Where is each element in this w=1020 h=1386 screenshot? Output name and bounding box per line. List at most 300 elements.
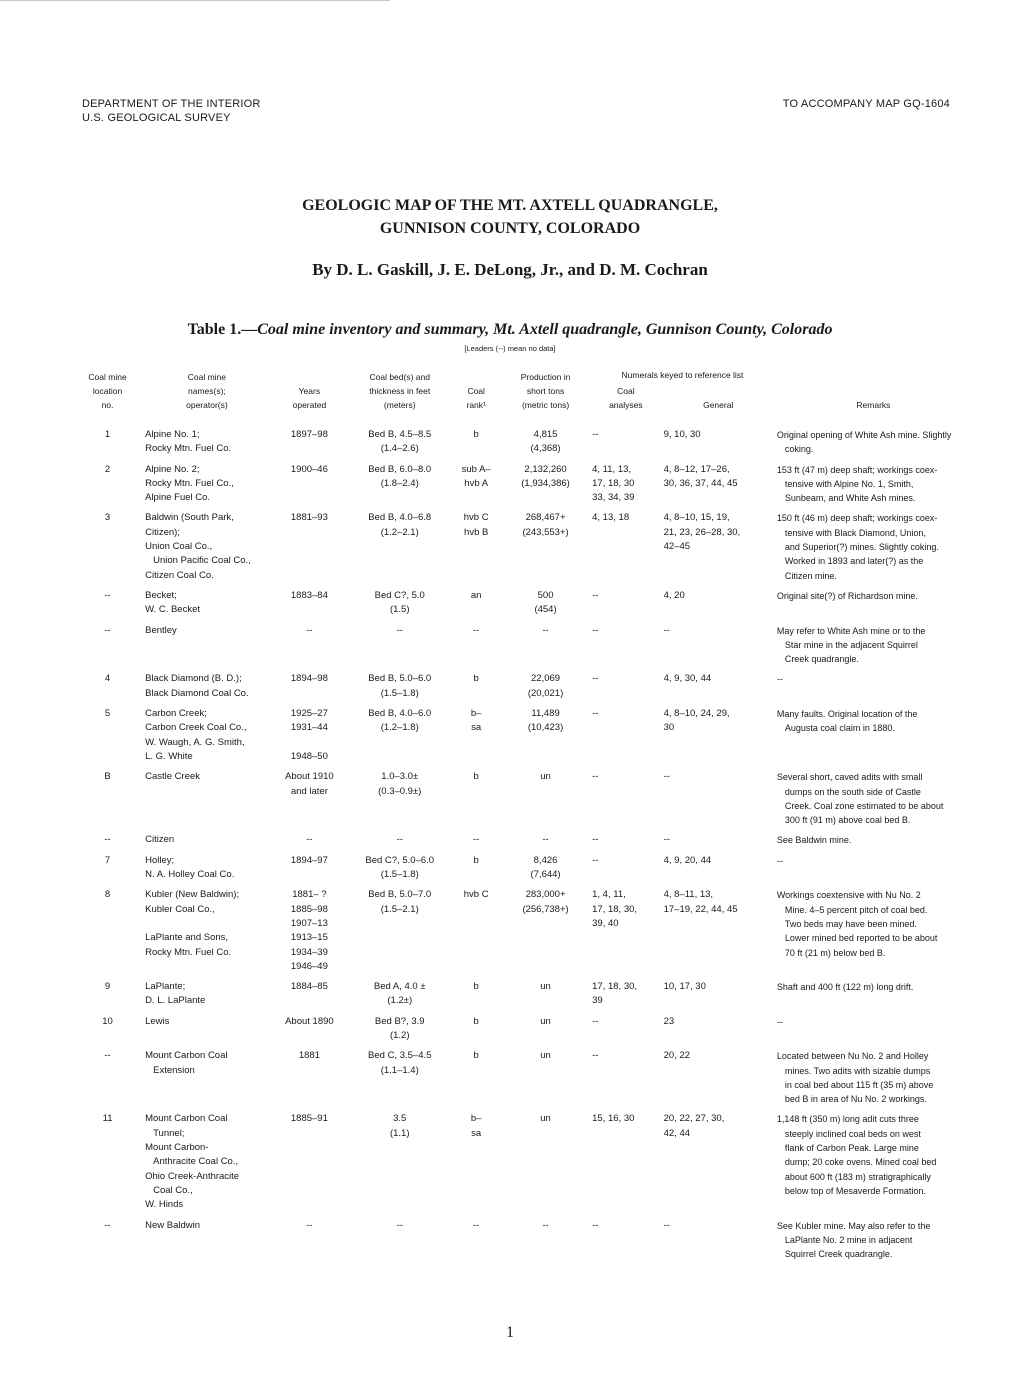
coal-rank-cell <box>451 1219 501 1268</box>
years-cell <box>271 1049 348 1112</box>
remarks-cell <box>775 1112 972 1218</box>
coal-bed-cell <box>348 1219 451 1268</box>
cell-line: 4,815 <box>533 429 558 440</box>
cell-line: N. A. Holley Coal Co. <box>145 869 235 881</box>
cell-line: 39, 40 <box>592 917 619 929</box>
years-cell <box>271 463 348 512</box>
cell-line: (1.8–2.4) <box>380 477 419 489</box>
table-row <box>72 1219 972 1268</box>
cell-line: Rocky Mtn. Fuel Co. <box>145 443 232 455</box>
col-header-general <box>662 384 775 428</box>
years-cell <box>271 980 348 1015</box>
mine-name-cell <box>143 1219 271 1268</box>
general-refs-cell <box>662 511 775 588</box>
mine-location-cell <box>72 833 143 853</box>
general-refs-cell <box>662 707 775 770</box>
mine-name-cell <box>143 854 271 889</box>
cell-line: -- <box>776 855 783 866</box>
table-row <box>72 511 972 588</box>
cell-line: b <box>473 673 479 685</box>
coal-rank-cell <box>451 428 501 463</box>
table-row <box>72 672 972 707</box>
mine-name-cell <box>143 1015 271 1050</box>
cell-line: -- <box>663 834 670 846</box>
general-refs-cell <box>662 888 775 980</box>
cell-line: Holley; <box>145 854 175 866</box>
coal-rank-cell <box>451 1049 501 1112</box>
table-row <box>72 624 972 673</box>
years-cell <box>271 672 348 707</box>
production-cell <box>501 770 590 833</box>
cell-line: (1.2–1.8) <box>380 722 419 734</box>
cell-line: an <box>470 589 482 601</box>
table-header <box>72 368 972 428</box>
mine-name-cell <box>143 672 271 707</box>
general-refs-cell <box>662 1112 775 1218</box>
cell-line: sa <box>471 1127 482 1139</box>
col-header-line: location <box>92 386 123 396</box>
cell-line: 30, 36, 37, 44, 45 <box>663 477 738 489</box>
table-caption <box>0 321 1020 339</box>
cell-line: -- <box>473 834 480 846</box>
cell-line: -- <box>542 834 549 846</box>
col-header-line: no. <box>101 400 114 410</box>
cell-line: (1.2–2.1) <box>380 526 419 538</box>
remarks-cell <box>775 854 972 889</box>
cell-line: 17, 18, 30, <box>592 903 638 915</box>
table-row <box>72 428 972 463</box>
table-row <box>72 1112 972 1218</box>
cell-line: Tunnel; <box>153 1127 185 1139</box>
production-cell <box>501 1112 590 1218</box>
cell-line: Citizen mine. <box>784 570 837 581</box>
cell-line: Kubler Coal Co., <box>145 903 215 915</box>
remarks-cell <box>775 589 972 624</box>
cell-line: Castle Creek <box>145 771 201 783</box>
cell-line: Coal Co., <box>153 1184 193 1196</box>
analyses-cell <box>590 980 661 1015</box>
remarks-cell <box>775 980 972 1015</box>
cell-line: un <box>540 1015 551 1027</box>
cell-line: un <box>540 771 551 783</box>
cell-line: 4, 11, 13, <box>592 463 632 475</box>
coal-rank-cell <box>451 463 501 512</box>
cell-line: -- <box>592 834 599 846</box>
cell-line: See Kubler mine. May also refer to the <box>776 1220 931 1231</box>
cell-line: 4, 8–10, 15, 19, <box>663 512 730 524</box>
cell-line: Bed B, 5.0–6.0 <box>368 673 432 685</box>
cell-line: -- <box>104 834 111 846</box>
cell-line: Star mine in the adjacent Squirrel <box>784 639 918 650</box>
coal-bed-cell <box>348 980 451 1015</box>
cell-line: -- <box>306 624 313 636</box>
production-cell <box>501 589 590 624</box>
cell-line: Mine. 4–5 percent pitch of coal bed. <box>784 904 928 915</box>
general-refs-cell <box>662 624 775 673</box>
coal-mine-table <box>72 368 972 1267</box>
cell-line: 2,132,260 <box>524 463 567 475</box>
cell-line: Citizen); <box>145 526 180 538</box>
cell-line: 7 <box>104 854 111 866</box>
cell-line: un <box>540 1050 551 1062</box>
cell-line: Bed A, 4.0 ± <box>373 981 426 993</box>
cell-line: b– <box>470 1113 482 1125</box>
cell-line: Ohio Creek-Anthracite <box>145 1170 240 1182</box>
mine-location-cell <box>72 589 143 624</box>
production-cell <box>501 463 590 512</box>
cell-line: Carbon Creek; <box>145 708 207 720</box>
cell-line: Workings coextensive with Nu No. 2 <box>776 890 921 901</box>
cell-line: Mount Carbon Coal <box>145 1113 228 1125</box>
cell-line: -- <box>776 674 783 685</box>
col-header-line: rank¹ <box>466 400 486 410</box>
cell-line: 8,426 <box>533 854 558 866</box>
cell-line: Union Coal Co., <box>145 541 213 553</box>
coal-bed-cell <box>348 770 451 833</box>
mine-name-cell <box>143 980 271 1015</box>
cell-line: 4, 8–11, 13, <box>663 889 714 901</box>
cell-line: 1894–98 <box>290 673 328 685</box>
cell-line: (1.5–1.8) <box>380 687 419 699</box>
table-caption-text: Coal mine inventory and summary, Mt. Axtell quadrangle, Gunnison County, Colorado <box>257 321 833 338</box>
col-header-line: Coal mine <box>187 372 227 382</box>
remarks-cell <box>775 428 972 463</box>
cell-line: -- <box>396 624 403 636</box>
cell-line: (1.1) <box>389 1127 410 1139</box>
cell-line: Bed C, 3.5–4.5 <box>368 1050 432 1062</box>
cell-line: (1.2) <box>389 1029 410 1041</box>
cell-line: 300 ft (91 m) above coal bed B. <box>784 815 911 826</box>
cell-line: Creek quadrangle. <box>784 654 859 665</box>
cell-line: B <box>104 771 111 783</box>
cell-line: Mount Carbon Coal <box>145 1050 228 1062</box>
general-refs-cell <box>662 672 775 707</box>
cell-line: 1883–84 <box>290 589 328 601</box>
production-cell <box>501 511 590 588</box>
table-body <box>72 428 972 1267</box>
production-cell <box>501 980 590 1015</box>
col-header-analyses <box>590 384 661 428</box>
cell-line: 3.5 <box>393 1113 407 1125</box>
mine-name-cell <box>143 833 271 853</box>
cell-line: -- <box>592 589 599 601</box>
col-header-line: Years <box>298 386 321 396</box>
analyses-cell <box>590 888 661 980</box>
col-header-line: Remarks <box>856 400 891 410</box>
production-cell <box>501 854 590 889</box>
cell-line: 1881 <box>298 1050 320 1062</box>
cell-line: -- <box>542 624 549 636</box>
cell-line: 283,000+ <box>525 889 566 901</box>
page-number: 1 <box>506 1324 514 1341</box>
col-group-header-references: Numerals keyed to reference list <box>621 370 744 380</box>
cell-line: bed B in area of Nu No. 2 workings. <box>784 1094 927 1105</box>
remarks-cell <box>775 770 972 833</box>
cell-line: 1948–50 <box>290 750 328 762</box>
coal-bed-cell <box>348 888 451 980</box>
remarks-cell <box>775 707 972 770</box>
coal-rank-cell <box>451 672 501 707</box>
cell-line: Bed B, 4.0–6.8 <box>368 512 432 524</box>
mine-location-cell <box>72 1112 143 1218</box>
cell-line: 20, 22 <box>663 1050 691 1062</box>
cell-line: 17, 18, 30, <box>592 981 638 993</box>
table-row <box>72 589 972 624</box>
cell-line: 9, 10, 30 <box>663 429 701 440</box>
years-cell <box>271 428 348 463</box>
coal-bed-cell <box>348 672 451 707</box>
mine-name-cell <box>143 624 271 673</box>
analyses-cell <box>590 589 661 624</box>
cell-line: Black Diamond Coal Co. <box>145 687 249 699</box>
cell-line: and Superior(?) mines. Slightly coking. <box>784 542 939 553</box>
cell-line: (1.5) <box>389 604 410 616</box>
coal-bed-cell <box>348 511 451 588</box>
cell-line: 22,069 <box>531 673 561 685</box>
years-cell <box>271 1112 348 1218</box>
cell-line: (7,644) <box>530 869 561 881</box>
cell-line: Bed B, 4.0–6.0 <box>368 708 432 720</box>
mine-name-cell <box>143 1112 271 1218</box>
analyses-cell <box>590 1112 661 1218</box>
col-header-rank <box>451 368 501 428</box>
cell-line: 153 ft (47 m) deep shaft; workings coex- <box>776 464 938 475</box>
cell-line: LaPlante and Sons, <box>145 932 229 944</box>
cell-line: Bed B?, 3.9 <box>374 1015 425 1027</box>
coal-rank-cell <box>451 1015 501 1050</box>
mine-location-cell <box>72 1219 143 1268</box>
cell-line: 4, 9, 20, 44 <box>663 854 712 866</box>
cell-line: Sunbeam, and White Ash mines. <box>784 493 916 504</box>
cell-line: 11 <box>102 1113 113 1125</box>
cell-line: May refer to White Ash mine or to the <box>776 625 926 636</box>
table-row <box>72 854 972 889</box>
cell-line: -- <box>104 624 111 636</box>
cell-line: (0.3–0.9±) <box>378 785 422 797</box>
mine-location-cell <box>72 624 143 673</box>
mine-location-cell <box>72 888 143 980</box>
cell-line: Worked in 1893 and later(?) as the <box>784 556 924 567</box>
cell-line: Several short, caved adits with small <box>776 772 923 783</box>
cell-line: 1,148 ft (350 m) long adit cuts three <box>776 1114 919 1125</box>
coal-bed-cell <box>348 428 451 463</box>
col-header-line: analyses <box>609 400 643 410</box>
years-cell <box>271 1015 348 1050</box>
cell-line: -- <box>104 1050 111 1062</box>
cell-line: in coal bed about 115 ft (35 m) above <box>784 1079 934 1090</box>
mine-location-cell <box>72 428 143 463</box>
coal-rank-cell <box>451 888 501 980</box>
production-cell <box>501 888 590 980</box>
cell-line: 8 <box>104 889 111 901</box>
general-refs-cell <box>662 589 775 624</box>
agency-line-1: DEPARTMENT OF THE INTERIOR <box>82 98 261 110</box>
cell-line: (20,021) <box>527 687 564 699</box>
cell-line: L. G. White <box>145 750 193 762</box>
cell-line: -- <box>306 1219 313 1231</box>
years-cell <box>271 854 348 889</box>
cell-line: Carbon Creek Coal Co., <box>145 722 247 734</box>
mine-location-cell <box>72 707 143 770</box>
cell-line <box>273 736 346 750</box>
cell-line: flank of Carbon Peak. Large mine <box>784 1143 919 1154</box>
mine-location-cell <box>72 1015 143 1050</box>
cell-line: 21, 23, 26–28, 30, <box>663 526 741 538</box>
cell-line: LaPlante No. 2 mine in adjacent <box>784 1234 913 1245</box>
cell-line: Alpine No. 2; <box>145 463 200 475</box>
cell-line: D. L. LaPlante <box>145 995 206 1007</box>
cell-line: 23 <box>663 1015 675 1027</box>
cell-line: 4, 9, 30, 44 <box>663 673 712 685</box>
cell-line: Kubler (New Baldwin); <box>145 889 240 901</box>
coal-rank-cell <box>451 707 501 770</box>
mine-location-cell <box>72 980 143 1015</box>
coal-rank-cell <box>451 980 501 1015</box>
cell-line: Bed B, 6.0–8.0 <box>368 463 432 475</box>
coal-rank-cell <box>451 624 501 673</box>
analyses-cell <box>590 463 661 512</box>
analyses-cell <box>590 770 661 833</box>
cell-line: 42, 44 <box>663 1127 691 1139</box>
cell-line: (1.4–2.6) <box>380 443 419 455</box>
cell-line: Becket; <box>145 589 177 601</box>
cell-line: 5 <box>104 708 111 720</box>
authors-line: By D. L. Gaskill, J. E. DeLong, Jr., and D. M. Cochran <box>312 260 708 279</box>
scan-edge-line <box>0 0 390 1</box>
analyses-cell <box>590 854 661 889</box>
years-cell <box>271 1219 348 1268</box>
remarks-cell <box>775 511 972 588</box>
table-row <box>72 980 972 1015</box>
analyses-cell <box>590 1015 661 1050</box>
cell-line: 268,467+ <box>525 512 566 524</box>
cell-line: About 1890 <box>285 1015 334 1027</box>
col-header-line: operated <box>292 400 327 410</box>
cell-line: -- <box>592 429 599 440</box>
analyses-cell <box>590 428 661 463</box>
cell-line: 1885–98 <box>290 903 328 915</box>
cell-line: (1,934,386) <box>521 477 570 489</box>
col-header-line: Coal bed(s) and <box>369 372 430 382</box>
coal-bed-cell <box>348 1112 451 1218</box>
cell-line: 1913–15 <box>290 932 328 944</box>
coal-bed-cell <box>348 1015 451 1050</box>
cell-line: Bed C?, 5.0 <box>374 589 425 601</box>
cell-line: tensive with Alpine No. 1, Smith, <box>784 478 914 489</box>
cell-line: 17–19, 22, 44, 45 <box>663 903 738 915</box>
cell-line: -- <box>473 1219 480 1231</box>
col-header-line: short tons <box>526 386 565 396</box>
cell-line: 11,489 <box>531 708 560 720</box>
cell-line: 4, 8–10, 24, 29, <box>663 708 730 720</box>
cell-line: 17, 18, 30 <box>592 477 635 489</box>
years-cell <box>271 511 348 588</box>
cell-line: Bed C?, 5.0–6.0 <box>365 854 435 866</box>
cell-line: mines. Two adits with sizable dumps <box>784 1065 931 1076</box>
years-cell <box>271 624 348 673</box>
col-header-line: Coal mine <box>88 372 127 382</box>
cell-line: steeply inclined coal beds on west <box>784 1128 921 1139</box>
cell-line: -- <box>396 834 403 846</box>
cell-line: Baldwin (South Park, <box>145 512 234 524</box>
years-cell <box>271 770 348 833</box>
col-header-production <box>501 368 590 428</box>
cell-line: -- <box>592 1015 599 1027</box>
col-header-coal-bed <box>348 368 451 428</box>
coal-rank-cell <box>451 589 501 624</box>
cell-line: 1900–46 <box>290 463 328 475</box>
mine-name-cell <box>143 707 271 770</box>
cell-line: -- <box>592 1050 599 1062</box>
coal-bed-cell <box>348 1049 451 1112</box>
cell-line: 1934–39 <box>290 946 328 958</box>
general-refs-cell <box>662 1219 775 1268</box>
remarks-cell <box>775 463 972 512</box>
cell-line: -- <box>592 708 599 720</box>
remarks-cell <box>775 1049 972 1112</box>
cell-line: 1894–97 <box>290 854 328 866</box>
cell-line <box>145 917 269 931</box>
col-header-line: (metric tons) <box>521 400 570 410</box>
cell-line: 20, 22, 27, 30, <box>663 1113 725 1125</box>
production-cell <box>501 707 590 770</box>
col-header-remarks <box>775 368 972 428</box>
general-refs-cell <box>662 1049 775 1112</box>
cell-line: sub A– <box>461 463 491 475</box>
cell-line: Two beds may have been mined. <box>784 918 917 929</box>
production-cell <box>501 624 590 673</box>
cell-line: Lewis <box>145 1015 170 1027</box>
cell-line: (1.1–1.4) <box>380 1064 419 1076</box>
table-row <box>72 888 972 980</box>
cell-line: (1.2±) <box>387 995 413 1007</box>
cell-line: -- <box>592 624 599 636</box>
cell-line: Original opening of White Ash mine. Slightly <box>776 430 952 440</box>
coal-bed-cell <box>348 833 451 853</box>
table-caption-label: Table 1.— <box>187 321 258 338</box>
title-line-2: GUNNISON COUNTY, COLORADO <box>379 220 641 237</box>
leaders-note: [Leaders (--) mean no data] <box>464 344 556 353</box>
cell-line: 1881–93 <box>290 512 328 524</box>
cell-line: 4, 20 <box>663 589 685 601</box>
cell-line: 1897–98 <box>290 429 328 440</box>
general-refs-cell <box>662 854 775 889</box>
mine-name-cell <box>143 888 271 980</box>
cell-line: (10,423) <box>527 722 564 734</box>
cell-line: dump; 20 coke ovens. Mined coal bed <box>784 1157 937 1168</box>
cell-line: 500 <box>537 589 554 601</box>
cell-line: (1.5–2.1) <box>380 903 419 915</box>
production-cell <box>501 672 590 707</box>
mine-location-cell <box>72 1049 143 1112</box>
mine-name-cell <box>143 463 271 512</box>
cell-line: Citizen Coal Co. <box>145 569 214 581</box>
table-row <box>72 1015 972 1050</box>
cell-line: b <box>473 1050 479 1062</box>
remarks-cell <box>775 624 972 673</box>
cell-line: hvb C <box>463 889 489 901</box>
production-cell <box>501 1049 590 1112</box>
col-header-line: Production in <box>520 372 571 382</box>
cell-line: b <box>473 1015 479 1027</box>
remarks-cell <box>775 833 972 853</box>
remarks-cell <box>775 672 972 707</box>
years-cell <box>271 888 348 980</box>
cell-line: 2 <box>104 463 111 475</box>
col-header-names <box>143 368 271 428</box>
production-cell <box>501 1015 590 1050</box>
production-cell <box>501 833 590 853</box>
